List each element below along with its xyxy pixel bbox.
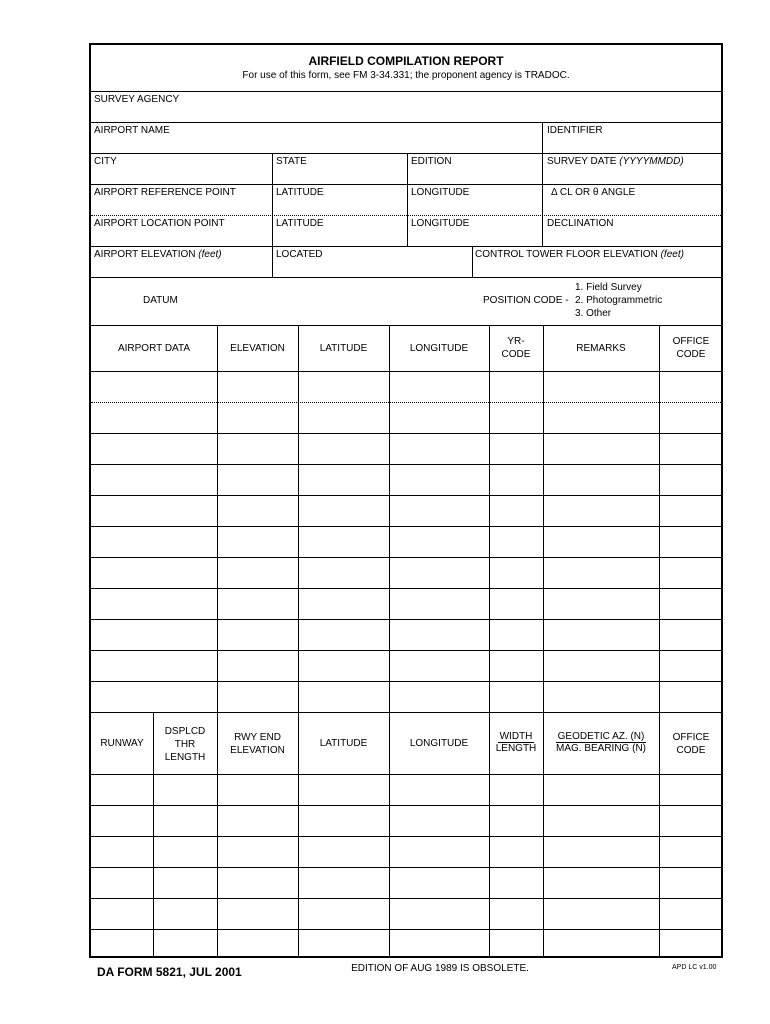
col-header-elevation: ELEVATION — [230, 343, 285, 354]
rule — [91, 681, 721, 682]
survey-date-field[interactable] — [547, 156, 684, 167]
rule — [91, 929, 721, 930]
position-option: 1. Field Survey — [575, 282, 642, 293]
rule — [91, 184, 721, 185]
arp-longitude-field[interactable]: LONGITUDE — [411, 187, 470, 198]
elevation-unit: (feet) — [198, 249, 222, 260]
edition-note: EDITION OF AUG 1989 IS OBSOLETE. — [351, 963, 529, 974]
divider — [543, 325, 544, 712]
rule — [91, 122, 721, 123]
survey-date-format: (YYYYMMDD) — [619, 156, 684, 167]
divider — [298, 325, 299, 712]
divider — [389, 325, 390, 712]
rule — [91, 215, 721, 216]
divider — [407, 153, 408, 246]
position-option: 3. Other — [575, 308, 612, 319]
edition-field[interactable]: EDITION — [411, 156, 452, 167]
col-header-rwy-longitude: LONGITUDE — [409, 738, 469, 749]
identifier-field[interactable]: IDENTIFIER — [547, 125, 603, 136]
rule — [91, 867, 721, 868]
mag-bearing-label: MAG. BEARING (N) — [555, 743, 646, 754]
col-header-rwy-end: RWY END ELEVATION — [230, 732, 285, 756]
rule — [91, 91, 721, 92]
alp-field[interactable]: AIRPORT LOCATION POINT — [94, 218, 225, 229]
geodetic-label: GEODETIC AZ. (N) — [557, 731, 645, 742]
control-tower-label: CONTROL TOWER FLOOR ELEVATION — [475, 249, 658, 260]
rule — [91, 371, 721, 372]
col-header-yr-code: YR- CODE — [501, 336, 531, 360]
col-header-airport-data: AIRPORT DATA — [117, 343, 191, 354]
survey-agency-field[interactable]: SURVEY AGENCY — [94, 94, 180, 105]
airfield-compilation-form — [89, 43, 723, 958]
rule — [91, 836, 721, 837]
position-code-field[interactable]: POSITION CODE - — [483, 295, 569, 306]
airport-name-field[interactable]: AIRPORT NAME — [94, 125, 170, 136]
divider — [542, 122, 543, 153]
form-title: AIRFIELD COMPILATION REPORT — [308, 54, 504, 68]
col-header-rwy-office-code: OFFICE CODE — [672, 732, 710, 756]
rule — [91, 774, 721, 775]
rule — [91, 805, 721, 806]
declination-field[interactable]: DECLINATION — [547, 218, 614, 229]
rule — [91, 898, 721, 899]
col-header-remarks: REMARKS — [576, 343, 626, 354]
rule — [91, 526, 721, 527]
form-subtitle: For use of this form, see FM 3-34.331; the proponent agency is TRADOC. — [242, 70, 570, 81]
rule — [91, 464, 721, 465]
alp-longitude-field[interactable]: LONGITUDE — [411, 218, 470, 229]
elevation-label: AIRPORT ELEVATION — [94, 249, 196, 260]
divider — [659, 325, 660, 712]
col-header-runway: RUNWAY — [100, 738, 144, 749]
rule — [91, 277, 721, 278]
divider — [542, 153, 543, 246]
elevation-field[interactable] — [94, 249, 222, 260]
rule — [91, 402, 721, 403]
col-header-latitude: LATITUDE — [319, 343, 368, 354]
version-label: APD LC v1.00 — [672, 964, 717, 971]
position-option: 2. Photogrammetric — [575, 295, 663, 306]
width-label: WIDTH — [499, 731, 533, 742]
located-field[interactable]: LOCATED — [276, 249, 323, 260]
col-header-longitude: LONGITUDE — [409, 343, 469, 354]
divider — [272, 153, 273, 277]
col-header-rwy-latitude: LATITUDE — [319, 738, 368, 749]
state-field[interactable]: STATE — [276, 156, 307, 167]
arp-field[interactable]: AIRPORT REFERENCE POINT — [94, 187, 236, 198]
length-label: LENGTH — [495, 743, 537, 754]
rule — [91, 325, 721, 326]
col-header-office-code: OFFICE CODE — [672, 336, 710, 360]
survey-date-label: SURVEY DATE — [547, 156, 617, 167]
control-tower-unit: (feet) — [660, 249, 684, 260]
rule — [91, 619, 721, 620]
angle-field[interactable]: Δ CL OR θ ANGLE — [551, 187, 636, 198]
col-header-dsplcd-thr: DSPLCD THR LENGTH — [164, 726, 206, 763]
datum-field[interactable]: DATUM — [143, 295, 178, 306]
divider — [489, 325, 490, 712]
col-header-azimuth — [543, 731, 659, 754]
city-field[interactable]: CITY — [94, 156, 117, 167]
rule — [91, 588, 721, 589]
control-tower-field[interactable] — [475, 249, 684, 260]
divider — [472, 246, 473, 277]
rule — [91, 433, 721, 434]
arp-latitude-field[interactable]: LATITUDE — [276, 187, 324, 198]
rule — [91, 557, 721, 558]
rule — [91, 246, 721, 247]
form-number: DA FORM 5821, JUL 2001 — [97, 965, 242, 979]
rule — [91, 153, 721, 154]
rule — [91, 650, 721, 651]
rule — [91, 712, 721, 713]
divider — [217, 325, 218, 712]
alp-latitude-field[interactable]: LATITUDE — [276, 218, 324, 229]
rule — [91, 495, 721, 496]
col-header-width-length — [489, 731, 543, 754]
